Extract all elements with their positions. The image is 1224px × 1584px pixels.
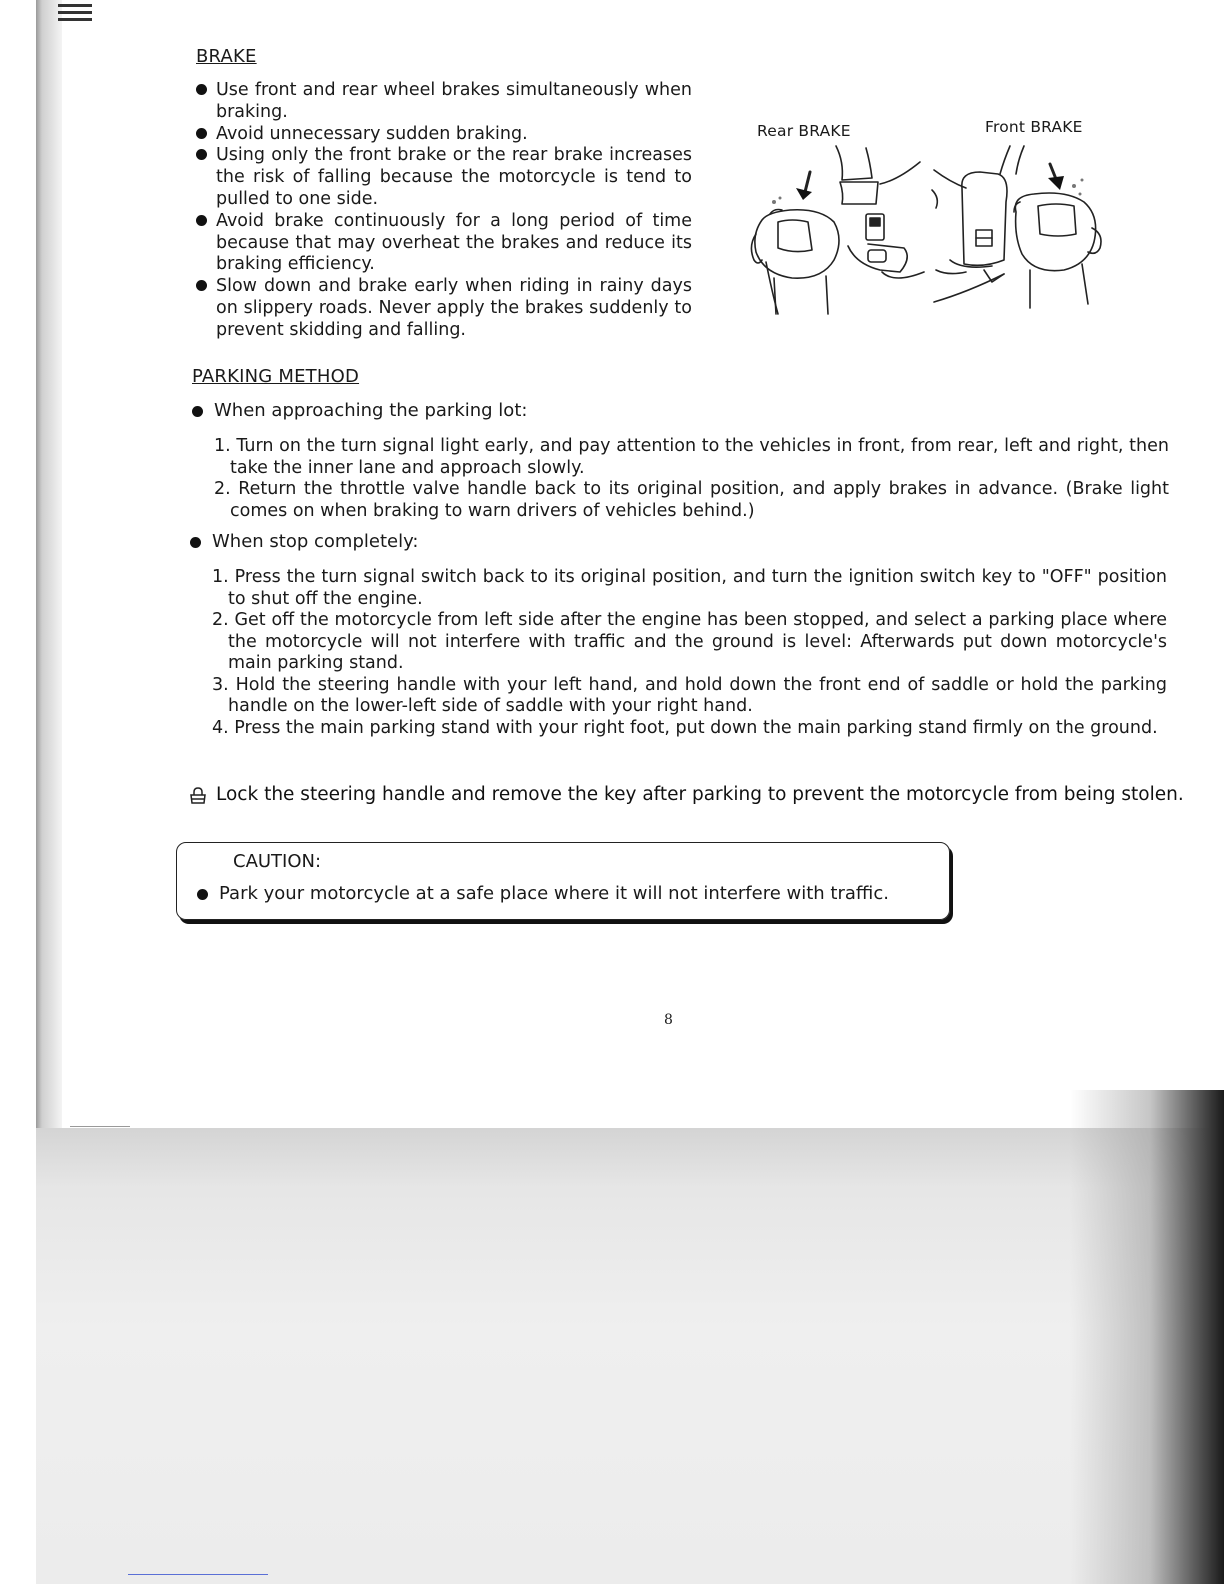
brake-illustration bbox=[748, 142, 1108, 320]
bullet-icon bbox=[196, 128, 207, 139]
caution-title: CAUTION: bbox=[233, 851, 322, 872]
rear-brake-label: Rear BRAKE bbox=[757, 122, 851, 140]
list-item: 4. Press the main parking stand with your right foot, put down the main parking stand firmly on the ground. bbox=[212, 717, 1158, 738]
list-item: 1. Turn on the turn signal light early, and pay attention to the vehicles in front, from rear, left and right, then take the inner lane and approach slowly. bbox=[214, 436, 1169, 478]
stop-steps bbox=[212, 567, 1167, 739]
list-item: 2. Return the throttle valve handle back to its original position, and apply brakes in advance. (Brake light comes on when braking to warn drivers of vehicles behind.) bbox=[214, 479, 1169, 521]
bullet-icon bbox=[196, 84, 207, 95]
bullet-icon bbox=[190, 537, 201, 548]
list-item: Using only the front brake or the rear brake increases the risk of falling because the motorcycle is tend to pulled to one side. bbox=[196, 145, 692, 210]
list-item: Avoid brake continuously for a long period of time because that may overheat the brakes and reduce its braking efficiency. bbox=[196, 211, 692, 276]
caution-item: Park your motorcycle at a safe place where it will not interfere with traffic. bbox=[197, 883, 889, 904]
list-item: 1. Press the turn signal switch back to its original position, and turn the ignition switch key to "OFF" position to shut off the engine. bbox=[212, 567, 1167, 609]
list-item: Slow down and brake early when riding in rainy days on slippery roads. Never apply the brakes suddenly to prevent skidding and falling. bbox=[196, 276, 692, 341]
stop-title: When stop completely: bbox=[190, 531, 419, 552]
bullet-icon bbox=[196, 280, 207, 291]
brake-list bbox=[196, 80, 692, 342]
bullet-icon bbox=[196, 215, 207, 226]
lock-note: Lock the steering handle and remove the key after parking to prevent the motorcycle from being stolen. bbox=[188, 784, 1186, 806]
bullet-icon bbox=[192, 406, 203, 417]
list-item: 2. Get off the motorcycle from left side after the engine has been stopped, and select a parking place where the motorcycle will not interfere with traffic and the ground is level: Afterwards put down motorcycle's main parking stand. bbox=[212, 610, 1167, 673]
page-number: 8 bbox=[664, 1012, 673, 1028]
front-master-cylinder bbox=[962, 172, 1007, 265]
list-item: 3. Hold the steering handle with your left hand, and hold down the front end of saddle or hold the parking handle on the lower-left side of saddle with your right hand. bbox=[212, 674, 1167, 716]
lock-icon bbox=[188, 786, 208, 806]
front-handlebar bbox=[1000, 146, 1010, 174]
approach-steps bbox=[214, 436, 1169, 522]
list-item: Use front and rear wheel brakes simultaneously when braking. bbox=[196, 80, 692, 124]
front-brake-label: Front BRAKE bbox=[985, 118, 1083, 136]
parking-heading: PARKING METHOD bbox=[192, 366, 360, 387]
approach-title: When approaching the parking lot: bbox=[192, 400, 527, 421]
bullet-icon bbox=[197, 889, 208, 900]
brake-heading: BRAKE bbox=[196, 46, 257, 67]
bullet-icon bbox=[196, 149, 207, 160]
caution-box bbox=[176, 842, 950, 920]
rear-handlebar bbox=[836, 146, 872, 180]
list-item: Avoid unnecessary sudden braking. bbox=[196, 124, 692, 146]
